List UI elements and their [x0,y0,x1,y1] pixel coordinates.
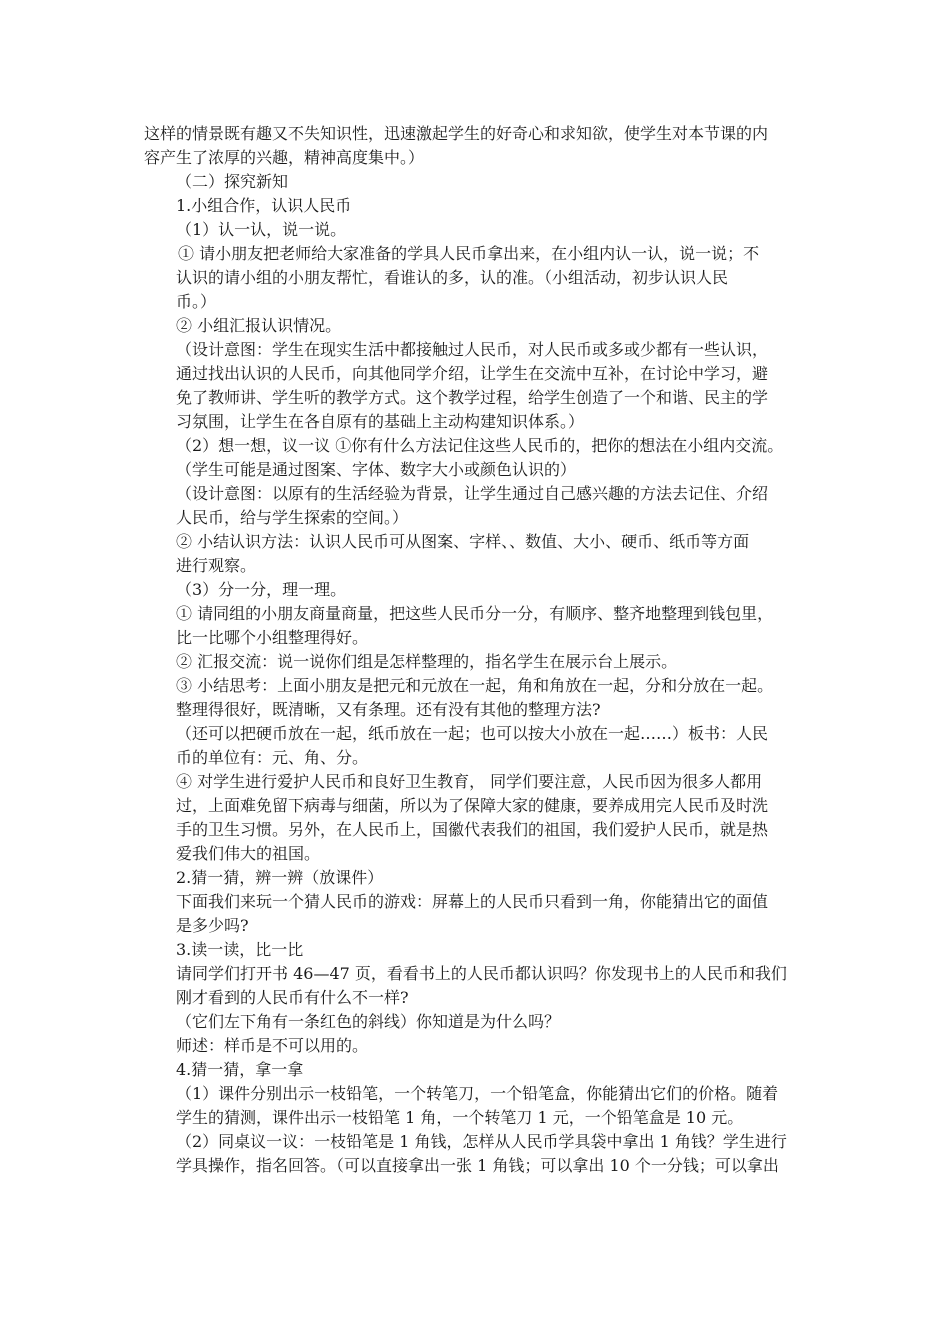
subsection-heading: 3.读一读，比一比 [176,940,304,959]
text-line: 整理得很好，既清晰，又有条理。还有没有其他的整理方法? [176,700,601,719]
text-line: 刚才看到的人民币有什么不一样? [176,988,409,1007]
text-line: 币。） [176,292,217,311]
text-line: （设计意图：学生在现实生活中都接触过人民币，对人民币或多或少都有一些认识， [176,340,769,359]
subsection-heading: 4.猜一猜，拿一拿 [176,1060,304,1079]
text-line: 这样的情景既有趣又不失知识性，迅速激起学生的好奇心和求知欲，使学生对本节课的内 [144,124,769,143]
text-line: （设计意图：以原有的生活经验为背景，让学生通过自己感兴趣的方法去记住、介绍 [176,484,769,503]
text-line: （学生可能是通过图案、字体、数字大小或颜色认识的） [176,460,577,479]
text-line: ② 汇报交流：说一说你们组是怎样整理的，指名学生在展示台上展示。 [176,652,678,671]
text-line: 请同学们打开书 46—47 页，看看书上的人民币都认识吗？你发现书上的人民币和我们 [176,964,787,983]
text-line: （3）分一分，理一理。 [176,580,347,599]
text-line: ② 小结认识方法：认识人民币可从图案、字样、、数值、大小、硬币、纸币等方面 [176,532,750,551]
text-line: ④ 对学生进行爱护人民币和良好卫生教育， 同学们要注意，人民币因为很多人都用 [176,772,763,791]
subsection-heading: 1.小组合作，认识人民币 [176,196,352,215]
text-line: ③ 小结思考：上面小朋友是把元和元放在一起，角和角放在一起，分和分放在一起。 [176,676,774,695]
text-line: 人民币，给与学生探索的空间。） [176,508,409,527]
text-line: （它们左下角有一条红色的斜线）你知道是为什么吗？ [176,1012,561,1031]
text-line: 容产生了浓厚的兴趣，精神高度集中。） [144,148,425,167]
text-line: 认识的请小组的小朋友帮忙，看谁认的多，认的准。（小组活动，初步认识人民 [176,268,729,287]
text-line: （2）想一想，议一议 ①你有什么方法记住这些人民币的，把你的想法在小组内交流。 [176,436,784,455]
text-line: 币的单位有：元、角、分。 [176,748,369,767]
section-heading: （二）探究新知 [176,172,289,191]
text-line: 手的卫生习惯。另外，在人民币上，国徽代表我们的祖国，我们爱护人民币，就是热 [176,820,769,839]
text-line: 下面我们来玩一个猜人民币的游戏：屏幕上的人民币只看到一角，你能猜出它的面值 [176,892,769,911]
text-line: 免了教师讲、学生听的教学方式。这个教学过程，给学生创造了一个和谐、民主的学 [176,388,769,407]
text-line: 学生的猜测，课件出示一枝铅笔 1 角，一个转笔刀 1 元，一个铅笔盒是 10 元。 [176,1108,744,1127]
text-line: （1）课件分别出示一枝铅笔，一个转笔刀，一个铅笔盒，你能猜出它们的价格。随着 [176,1084,779,1103]
text-line: （还可以把硬币放在一起，纸币放在一起；也可以按大小放在一起……）板书：人民 [176,724,769,743]
text-line: ① 请同组的小朋友商量商量，把这些人民币分一分，有顺序、整齐地整理到钱包里， [176,604,774,623]
text-line: 进行观察。 [176,556,257,575]
text-line: 通过找出认识的人民币，向其他同学介绍，让学生在交流中互补，在讨论中学习，避 [176,364,769,383]
text-line: 师述：样币是不可以用的。 [176,1036,369,1055]
text-line: 学具操作，指名回答。（可以直接拿出一张 1 角钱；可以拿出 10 个一分钱；可以拿出 [176,1156,779,1175]
text-line: 过，上面难免留下病毒与细菌，所以为了保障大家的健康，要养成用完人民币及时洗 [176,796,769,815]
text-line: （2）同桌议一议：一枝铅笔是 1 角钱，怎样从人民币学具袋中拿出 1 角钱？学生进行 [176,1132,787,1151]
text-line: 比一比哪个小组整理得好。 [176,628,369,647]
text-line: 习氛围，让学生在各自原有的基础上主动构建知识体系。） [176,412,585,431]
text-line: 是多少吗? [176,916,249,935]
subsection-heading: 2.猜一猜，辨一辨（放课件） [176,868,384,887]
text-line: ② 小组汇报认识情况。 [176,316,342,335]
text-line: 爱我们伟大的祖国。 [176,844,321,863]
text-line: ① 请小朋友把老师给大家准备的学具人民币拿出来，在小组内认一认，说一说；不 [178,244,760,263]
document-page [144,122,814,1178]
text-line: （1）认一认，说一说。 [176,220,347,239]
